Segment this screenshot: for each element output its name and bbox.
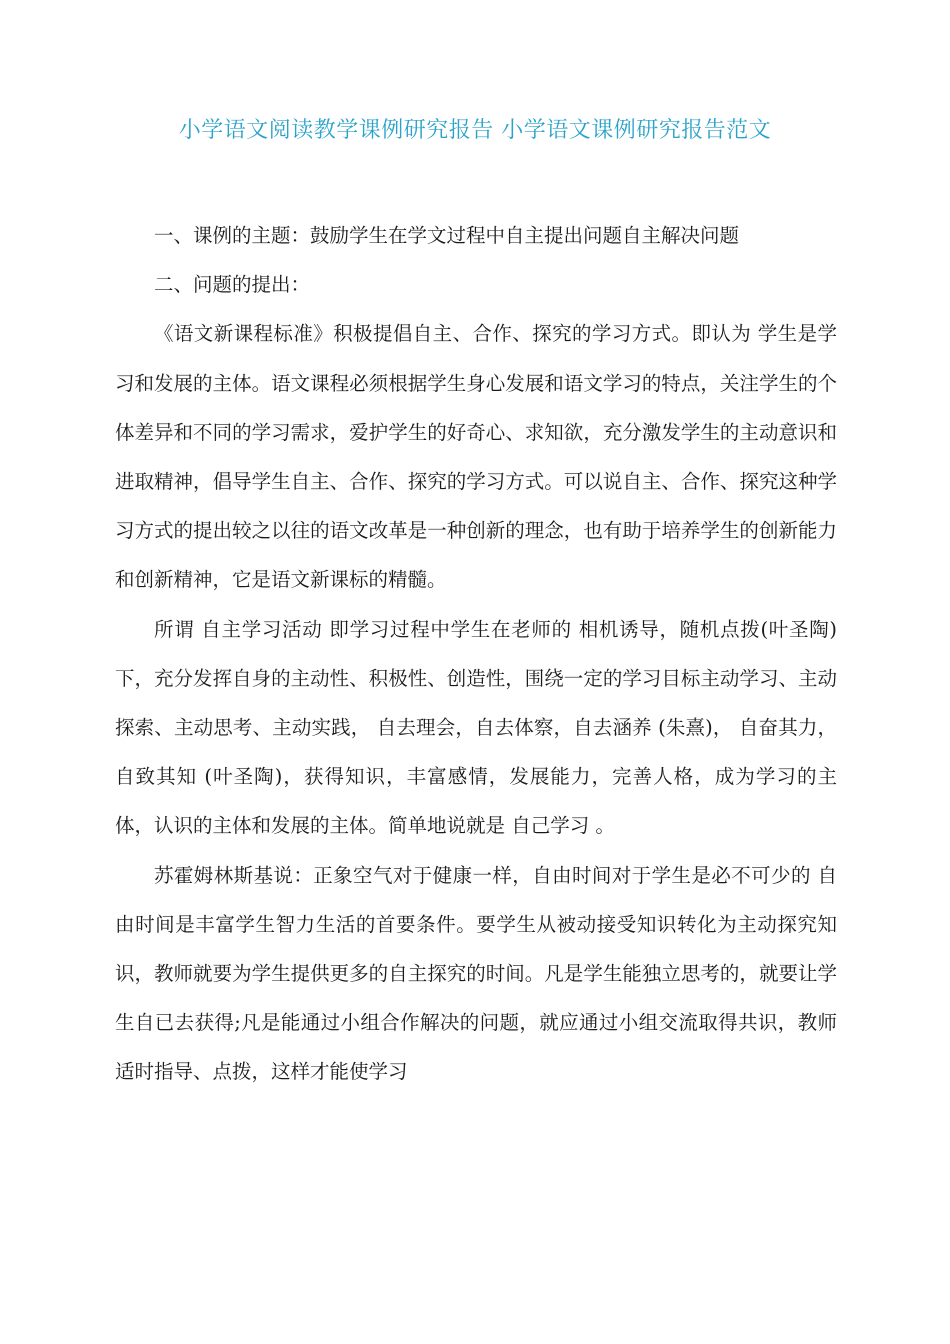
document-body: [115, 211, 837, 1097]
paragraph-3: 苏霍姆林斯基说：正象空气对于健康一样，自由时间对于学生是必不可少的 自由时间是丰富学生智力生活的首要条件。要学生从被动接受知识转化为主动探究知识，教师就要为学生提供更多的自主探究的时间。凡是学生能独立思考的，就要让学生自已去获得;凡是能通过小组合作解决的问题，就应通过小组交流取得共识，教师适时指导、点拨，这样才能使学习: [115, 863, 837, 1084]
section-heading-1: 一、课例的主题：鼓励学生在学文过程中自主提出问题自主解决问题: [154, 224, 740, 247]
section-heading-2: 二、问题的提出：: [154, 273, 311, 297]
paragraph-1: 《语文新课程标准》积极提倡自主、合作、探究的学习方式。即认为 学生是学习和发展的主体。语文课程必须根据学生身心发展和语文学习的特点，关注学生的个体差异和不同的学习需求，爱护学生的好奇心、求知欲，充分激发学生的主动意识和进取精神，倡导学生自主、合作、探究的学习方式。可以说自主、合作、探究这种学习方式的提出较之以往的语文改革是一种创新的理念，也有助于培养学生的创新能力和创新精神，它是语文新课标的精髓。: [115, 322, 837, 592]
paragraph-2: 所谓 自主学习活动 即学习过程中学生在老师的 相机诱导，随机点拨(叶圣陶)下，充分发挥自身的主动性、积极性、创造性，围绕一定的学习目标主动学习、主动探索、主动思考、主动实践， 自去理会，自去体察，自去涵养 (朱熹)， 自奋其力，自致其知 (叶圣陶)，获得知识，丰富感情，发展能力，完善人格，成为学习的主体，认识的主体和发展的主体。简单地说就是 自己学习 。: [115, 617, 837, 838]
document-title: 小学语文阅读教学课例研究报告 小学语文课例研究报告范文: [178, 118, 772, 143]
